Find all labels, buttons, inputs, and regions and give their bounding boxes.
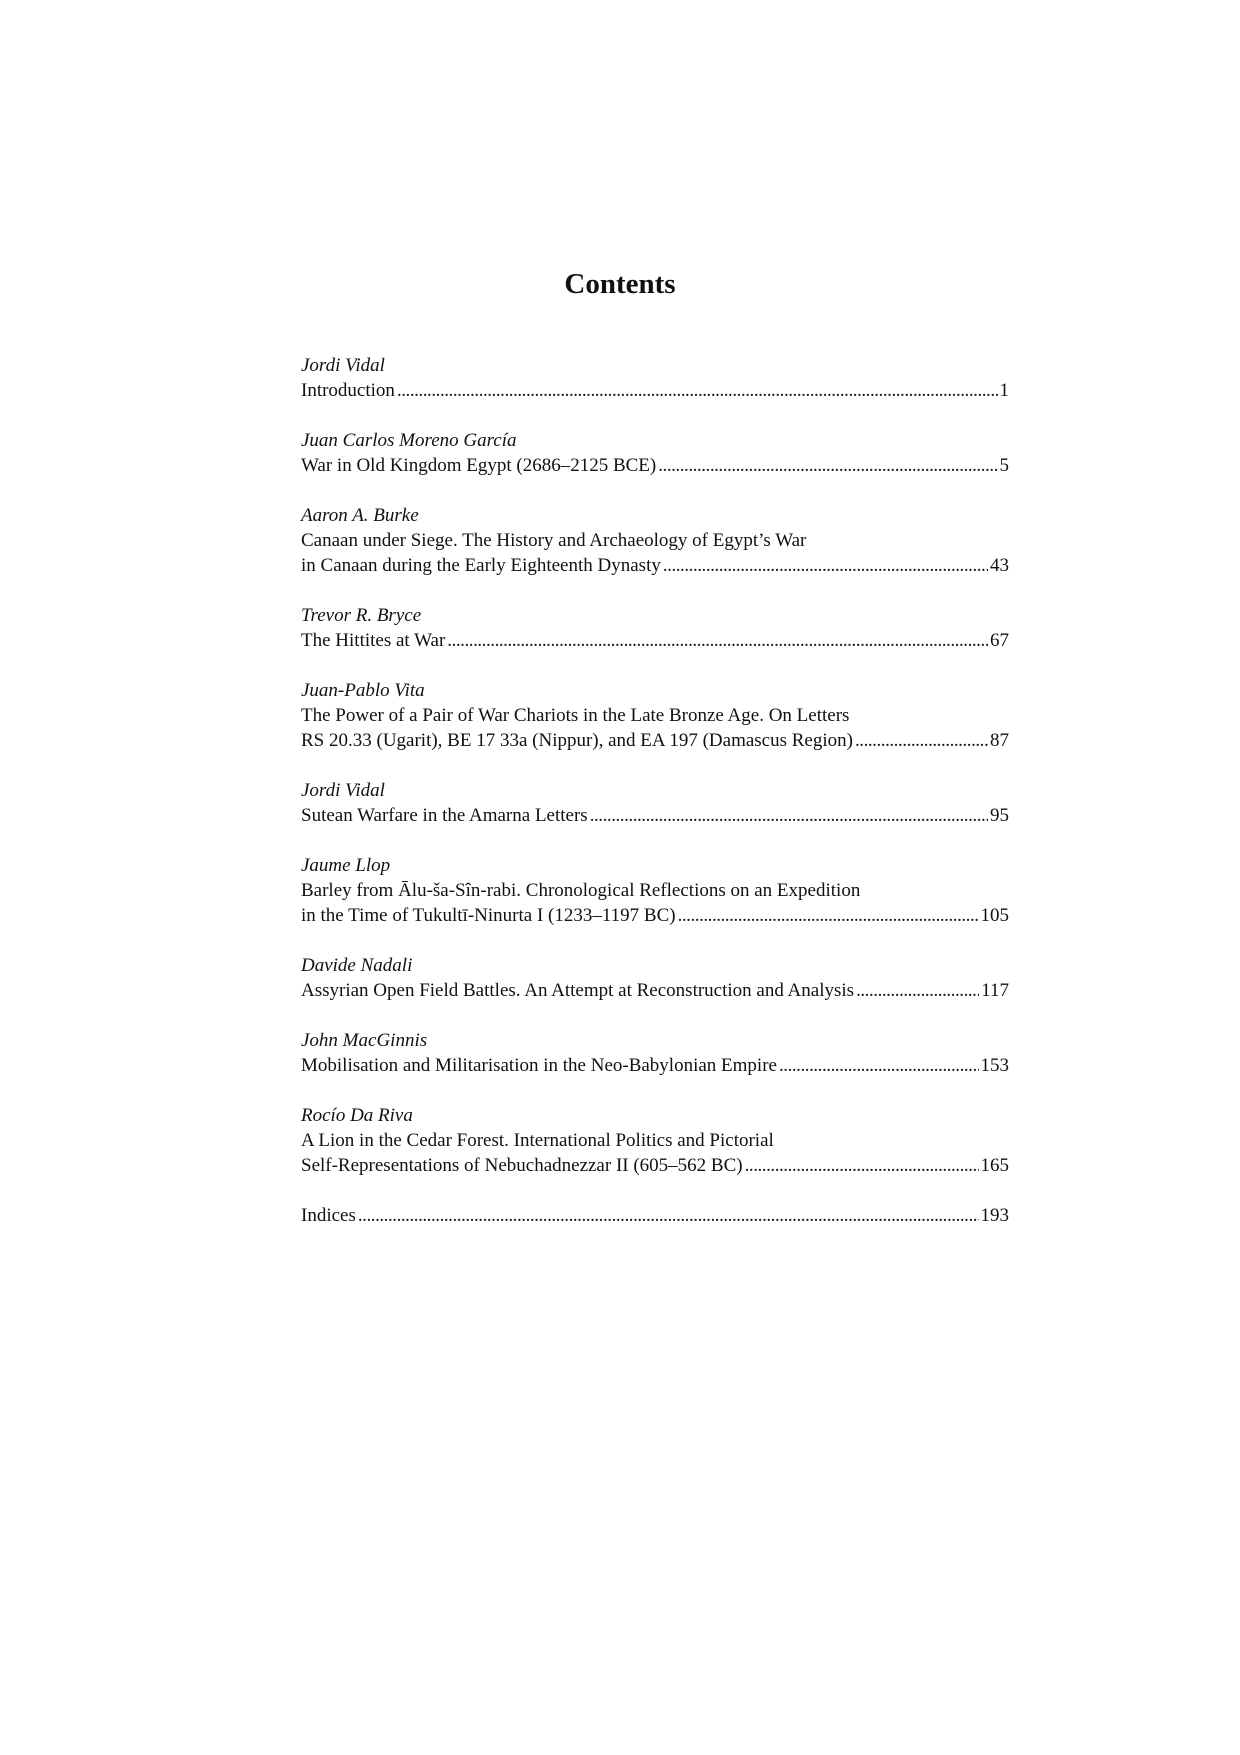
entry-title-text: War in Old Kingdom Egypt (2686–2125 BCE) (301, 455, 657, 476)
dot-leader (658, 453, 997, 478)
entry-author: Rocío Da Riva (301, 1105, 413, 1126)
toc-entry (301, 1103, 1009, 1178)
entry-author: Aaron A. Burke (301, 505, 419, 526)
entry-title-final-line (301, 378, 1009, 403)
toc-entry (301, 1203, 1009, 1228)
entry-title-text: Mobilisation and Militarisation in the Neo-Babylonian Empire (301, 1055, 777, 1076)
entry-title-final-line (301, 903, 1009, 928)
toc-entry (301, 853, 1009, 928)
toc-entry (301, 603, 1009, 653)
entry-author: John MacGinnis (301, 1030, 428, 1051)
page-number: 1 (999, 380, 1009, 401)
entry-title-final-line (301, 1053, 1009, 1078)
dot-leader (447, 628, 988, 653)
entry-title-final-line (301, 978, 1009, 1003)
page-number: 193 (980, 1205, 1009, 1226)
entry-author: Juan Carlos Moreno García (301, 430, 517, 451)
page-number: 87 (990, 730, 1009, 751)
entry-title-line: Canaan under Siege. The History and Archaeology of Egypt’s War (301, 530, 807, 551)
entry-title-final-line (301, 553, 1009, 578)
entry-title-final-line (301, 1203, 1009, 1228)
table-of-contents (301, 353, 1009, 1253)
page-number: 43 (990, 555, 1009, 576)
entry-title-text: in Canaan during the Early Eighteenth Dynasty (301, 555, 661, 576)
toc-entry (301, 503, 1009, 578)
toc-entry (301, 353, 1009, 403)
page-title: Contents (564, 268, 676, 300)
entry-title-text: Indices (301, 1205, 356, 1226)
entry-title-final-line (301, 628, 1009, 653)
entry-title-text: RS 20.33 (Ugarit), BE 17 33a (Nippur), and EA 197 (Damascus Region) (301, 730, 853, 751)
toc-entry (301, 953, 1009, 1003)
entry-title-line: The Power of a Pair of War Chariots in the Late Bronze Age. On Letters (301, 705, 850, 726)
entry-author: Jaume Llop (301, 855, 391, 876)
page-number: 153 (980, 1055, 1009, 1076)
dot-leader (397, 378, 998, 403)
toc-entry (301, 778, 1009, 828)
entry-title-line: Barley from Ālu-ša-Sîn-rabi. Chronological Reflections on an Expedition (301, 880, 861, 901)
entry-title-final-line (301, 803, 1009, 828)
dot-leader (678, 903, 979, 928)
page-number: 95 (990, 805, 1009, 826)
dot-leader (855, 728, 988, 753)
page-number: 105 (980, 905, 1009, 926)
dot-leader (358, 1203, 979, 1228)
dot-leader (745, 1153, 979, 1178)
entry-author: Jordi Vidal (301, 355, 385, 376)
entry-author: Juan-Pablo Vita (301, 680, 425, 701)
entry-title-text: The Hittites at War (301, 630, 446, 651)
entry-title-final-line (301, 453, 1009, 478)
entry-title-final-line (301, 728, 1009, 753)
toc-entry (301, 1028, 1009, 1078)
entry-title-text: Self-Representations of Nebuchadnezzar II (605–562 BC) (301, 1155, 743, 1176)
entry-title-text: Assyrian Open Field Battles. An Attempt at Reconstruction and Analysis (301, 980, 855, 1001)
entry-title-final-line (301, 1153, 1009, 1178)
entry-author: Davide Nadali (301, 955, 413, 976)
entry-title-text: Sutean Warfare in the Amarna Letters (301, 805, 588, 826)
entry-author: Trevor R. Bryce (301, 605, 422, 626)
page-number: 165 (980, 1155, 1009, 1176)
entry-title-text: Introduction (301, 380, 395, 401)
entry-author: Jordi Vidal (301, 780, 385, 801)
toc-entry (301, 428, 1009, 478)
dot-leader (663, 553, 988, 578)
page-number: 5 (999, 455, 1009, 476)
toc-entry (301, 678, 1009, 753)
dot-leader (590, 803, 988, 828)
entry-title-line: A Lion in the Cedar Forest. International Politics and Pictorial (301, 1130, 774, 1151)
dot-leader (856, 978, 979, 1003)
page-number: 67 (990, 630, 1009, 651)
page-number: 117 (981, 980, 1009, 1001)
entry-title-text: in the Time of Tukultī-Ninurta I (1233–1197 BC) (301, 905, 676, 926)
dot-leader (779, 1053, 979, 1078)
